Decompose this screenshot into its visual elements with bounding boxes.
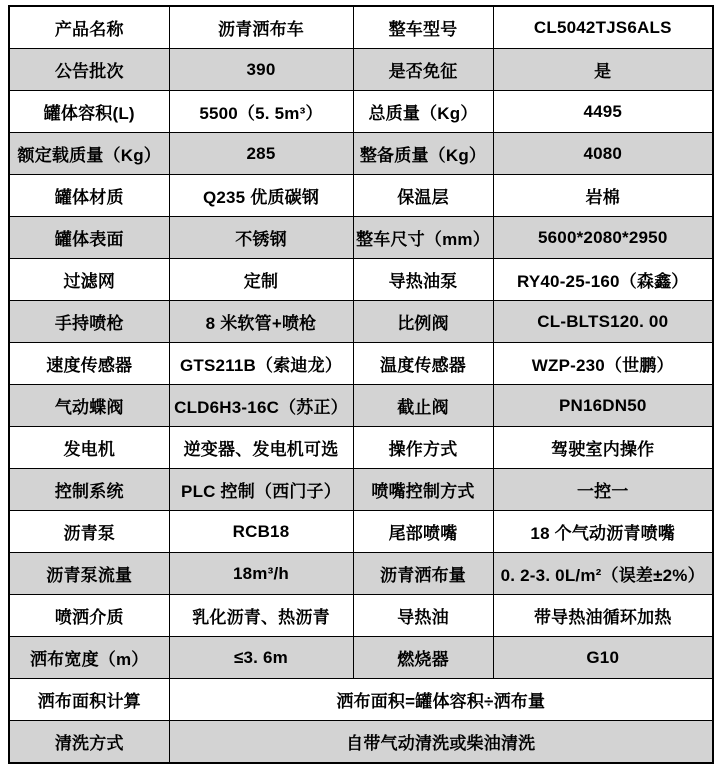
spec-value: G10 <box>493 637 713 679</box>
spec-value: 不锈钢 <box>169 217 353 259</box>
spec-row-spray-width <box>9 637 713 679</box>
spec-value: 带导热油循环加热 <box>493 595 713 637</box>
spec-label: 喷嘴控制方式 <box>353 469 493 511</box>
spec-value: PN16DN50 <box>493 385 713 427</box>
spec-value: 5600*2080*2950 <box>493 217 713 259</box>
spec-label: 温度传感器 <box>353 343 493 385</box>
spec-label: 手持喷枪 <box>9 301 169 343</box>
spec-row-tank-surface <box>9 217 713 259</box>
spec-label: 沥青泵 <box>9 511 169 553</box>
spec-table-container <box>8 5 714 764</box>
spec-value: CL5042TJS6ALS <box>493 6 713 49</box>
spec-value: RCB18 <box>169 511 353 553</box>
spec-label: 沥青泵流量 <box>9 553 169 595</box>
spec-value: 8 米软管+喷枪 <box>169 301 353 343</box>
spec-row-pump-flow <box>9 553 713 595</box>
spec-label: 洒布面积计算 <box>9 679 169 721</box>
spec-label: 比例阀 <box>353 301 493 343</box>
spec-row-announcement-batch <box>9 49 713 91</box>
spec-value: 5500（5. 5m³） <box>169 91 353 133</box>
spec-row-control-system <box>9 469 713 511</box>
spec-label: 喷洒介质 <box>9 595 169 637</box>
spec-label: 罐体表面 <box>9 217 169 259</box>
spec-value-merged: 自带气动清洗或柴油清洗 <box>169 721 713 764</box>
spec-value: 逆变器、发电机可选 <box>169 427 353 469</box>
spec-value: 岩棉 <box>493 175 713 217</box>
spec-row-pneumatic-butterfly-valve <box>9 385 713 427</box>
spec-value: CL-BLTS120. 00 <box>493 301 713 343</box>
spec-label: 尾部喷嘴 <box>353 511 493 553</box>
spec-value: 沥青洒布车 <box>169 6 353 49</box>
spec-label: 整车型号 <box>353 6 493 49</box>
spec-label: 过滤网 <box>9 259 169 301</box>
spec-row-spray-medium <box>9 595 713 637</box>
spec-label: 燃烧器 <box>353 637 493 679</box>
spec-value: 390 <box>169 49 353 91</box>
spec-value: 18 个气动沥青喷嘴 <box>493 511 713 553</box>
spec-value: PLC 控制（西门子） <box>169 469 353 511</box>
spec-label: 罐体材质 <box>9 175 169 217</box>
spec-row-tank-material <box>9 175 713 217</box>
spec-label: 发电机 <box>9 427 169 469</box>
spec-label: 截止阀 <box>353 385 493 427</box>
spec-label: 产品名称 <box>9 6 169 49</box>
spec-value: 0. 2-3. 0L/m²（误差±2%） <box>493 553 713 595</box>
spec-label: 导热油 <box>353 595 493 637</box>
spec-value-merged: 洒布面积=罐体容积÷洒布量 <box>169 679 713 721</box>
spec-value: 18m³/h <box>169 553 353 595</box>
spec-value: WZP-230（世鹏） <box>493 343 713 385</box>
spec-label: 导热油泵 <box>353 259 493 301</box>
spec-label: 总质量（Kg） <box>353 91 493 133</box>
spec-value: Q235 优质碳钢 <box>169 175 353 217</box>
spec-value: ≤3. 6m <box>169 637 353 679</box>
spec-value: 4495 <box>493 91 713 133</box>
spec-value: 4080 <box>493 133 713 175</box>
spec-label: 公告批次 <box>9 49 169 91</box>
spec-label: 保温层 <box>353 175 493 217</box>
spec-row-cleaning-method <box>9 721 713 764</box>
spec-value: 一控一 <box>493 469 713 511</box>
spec-label: 气动蝶阀 <box>9 385 169 427</box>
spec-row-spray-area-formula <box>9 679 713 721</box>
spec-label: 清洗方式 <box>9 721 169 764</box>
spec-value: 驾驶室内操作 <box>493 427 713 469</box>
spec-label: 速度传感器 <box>9 343 169 385</box>
spec-label: 额定载质量（Kg） <box>9 133 169 175</box>
spec-row-rated-load <box>9 133 713 175</box>
spec-value: CLD6H3-16C（苏正） <box>169 385 353 427</box>
spec-value: 是 <box>493 49 713 91</box>
spec-label: 洒布宽度（m） <box>9 637 169 679</box>
spec-row-tank-volume <box>9 91 713 133</box>
spec-value: RY40-25-160（森鑫） <box>493 259 713 301</box>
spec-table <box>8 5 714 764</box>
spec-row-generator <box>9 427 713 469</box>
spec-label: 整备质量（Kg） <box>353 133 493 175</box>
spec-label: 整车尺寸（mm） <box>353 217 493 259</box>
spec-value: 定制 <box>169 259 353 301</box>
spec-label: 沥青洒布量 <box>353 553 493 595</box>
spec-value: GTS211B（索迪龙） <box>169 343 353 385</box>
spec-label: 是否免征 <box>353 49 493 91</box>
spec-label: 控制系统 <box>9 469 169 511</box>
spec-row-asphalt-pump <box>9 511 713 553</box>
spec-row-filter <box>9 259 713 301</box>
spec-value: 乳化沥青、热沥青 <box>169 595 353 637</box>
spec-row-speed-sensor <box>9 343 713 385</box>
spec-row-hand-spray-gun <box>9 301 713 343</box>
spec-row-product-name <box>9 6 713 49</box>
spec-value: 285 <box>169 133 353 175</box>
spec-label: 操作方式 <box>353 427 493 469</box>
spec-label: 罐体容积(L) <box>9 91 169 133</box>
